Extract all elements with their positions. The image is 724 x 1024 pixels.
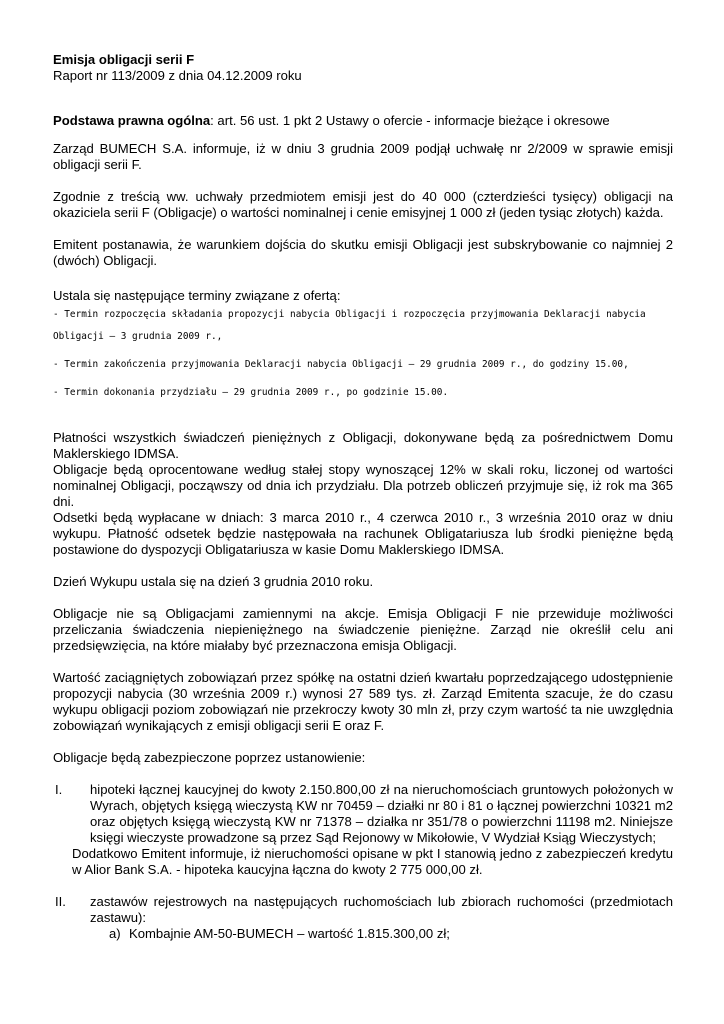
liabilities-paragraph: Wartość zaciągniętych zobowiązań przez spółkę na ostatni dzień kwartału poprzedzającego udostępnienie propozycji nabycia (30 września 2009 r.) wynosi 27 589 tys. zł. Zarząd Emitenta szacuje, że do czasu wykupu obligacji poziom zobowiązań nie przekroczy kwoty 30 mln zł, przy czym wartość ta nie uwzględnia zobowiązań wynikających z emisji obligacji serii E oraz F. — [53, 670, 673, 733]
security-item-mortgage — [53, 782, 673, 846]
sub-list-marker: a) — [109, 926, 121, 941]
term-start-line1: - Termin rozpoczęcia składania propozycji nabycia Obligacji i rozpoczęcia przyjmowania Deklaracji nabycia — [53, 309, 646, 320]
emission-condition-paragraph: Emitent postanawia, że warunkiem dojścia do skutku emisji Obligacji jest subskrybowanie co najmniej 2 (dwóch) Obligacji. — [53, 237, 673, 268]
report-number: Raport nr 113/2009 z dnia 04.12.2009 roku — [53, 68, 302, 83]
list-marker: II. — [55, 894, 66, 909]
list-marker: I. — [55, 782, 63, 797]
term-allotment: - Termin dokonania przydziału – 29 grudnia 2009 r., po godzinie 15.00. — [53, 387, 449, 398]
payments-paragraph: Płatności wszystkich świadczeń pieniężnych z Obligacji, dokonywane będą za pośrednictwem Domu Maklerskiego IDMSA. — [53, 430, 673, 461]
resolution-paragraph: Zarząd BUMECH S.A. informuje, iż w dniu 3 grudnia 2009 podjął uchwałę nr 2/2009 w sprawie emisji obligacji serii F. — [53, 141, 673, 172]
pledge-item-a-text: Kombajnie AM-50-BUMECH – wartość 1.815.300,00 zł; — [129, 926, 450, 941]
security-item-pledges — [53, 894, 673, 926]
document-title: Emisja obligacji serii F — [53, 52, 195, 67]
redemption-paragraph: Dzień Wykupu ustala się na dzień 3 grudnia 2010 roku. — [53, 574, 374, 589]
legal-basis-text: : art. 56 ust. 1 pkt 2 Ustawy o ofercie - informacje bieżące i okresowe — [210, 113, 610, 128]
mortgage-note: Dodatkowo Emitent informuje, iż nieruchomości opisane w pkt I stanowią jedno z zabezpieczeń kredytu w Alior Bank S.A. - hipoteka kaucyjna łączna do kwoty 2 775 000,00 zł. — [72, 846, 673, 877]
legal-basis-label: Podstawa prawna ogólna — [53, 113, 211, 128]
term-end: - Termin zakończenia przyjmowania Deklaracji nabycia Obligacji – 29 grudnia 2009 r., do godziny 15.00, — [53, 359, 629, 370]
conversion-paragraph: Obligacje nie są Obligacjami zamiennymi na akcje. Emisja Obligacji F nie przewiduje możliwości przeliczania świadczenia niepieniężnego na świadczenie pieniężne. Zarząd nie określił celu ani przedsięwzięcia, na które miałaby być przeznaczona emisja Obligacji. — [53, 606, 673, 653]
mortgage-text: hipoteki łącznej kaucyjnej do kwoty 2.150.800,00 zł na nieruchomościach gruntowych położonych w Wyrach, objętych księgą wieczystą KW nr 70459 – działki nr 80 i 81 o łącznej powierzchni 10321 m2 oraz objętych księgą wieczystą KW nr 71378 – działka nr 351/78 o powierzchni 11198 m2. Niniejsze księgi wieczyste prowadzone są przez Sąd Rejonowy w Mikołowie, V Wydział Ksiąg Wieczystych; — [90, 782, 673, 845]
emission-subject-paragraph: Zgodnie z treścią ww. uchwały przedmiotem emisji jest do 40 000 (czterdzieści tysięcy) obligacji na okaziciela serii F (Obligacje) o wartości nominalnej i cenie emisyjnej 1 000 zł (jeden tysiąc złotych) każda. — [53, 189, 673, 220]
pledge-item-a — [109, 926, 673, 942]
term-start-line2: Obligacji – 3 grudnia 2009 r., — [53, 331, 223, 342]
interest-paragraph: Obligacje będą oprocentowane według stałej stopy wynoszącej 12% w skali roku, liczonej od wartości nominalnej Obligacji, począwszy od dnia ich przydziału. Dla potrzeb obliczeń przyjmuje się, iż rok ma 365 dni. — [53, 462, 673, 509]
interest-dates-paragraph: Odsetki będą wypłacane w dniach: 3 marca 2010 r., 4 czerwca 2010 r., 3 września 2010 oraz w dniu wykupu. Płatność odsetek będzie następowała na rachunek Obligatariusza lub środki pieniężne będą postawione do dyspozycji Obligatariusza w kasie Domu Maklerskiego IDMSA. — [53, 510, 673, 557]
terms-intro: Ustala się następujące terminy związane z ofertą: — [53, 288, 341, 303]
pledges-text: zastawów rejestrowych na następujących ruchomościach lub zbiorach ruchomości (przedmiotach zastawu): — [90, 894, 673, 925]
legal-basis — [53, 113, 673, 129]
document-page — [53, 52, 673, 942]
security-intro: Obligacje będą zabezpieczone poprzez ustanowienie: — [53, 750, 366, 765]
